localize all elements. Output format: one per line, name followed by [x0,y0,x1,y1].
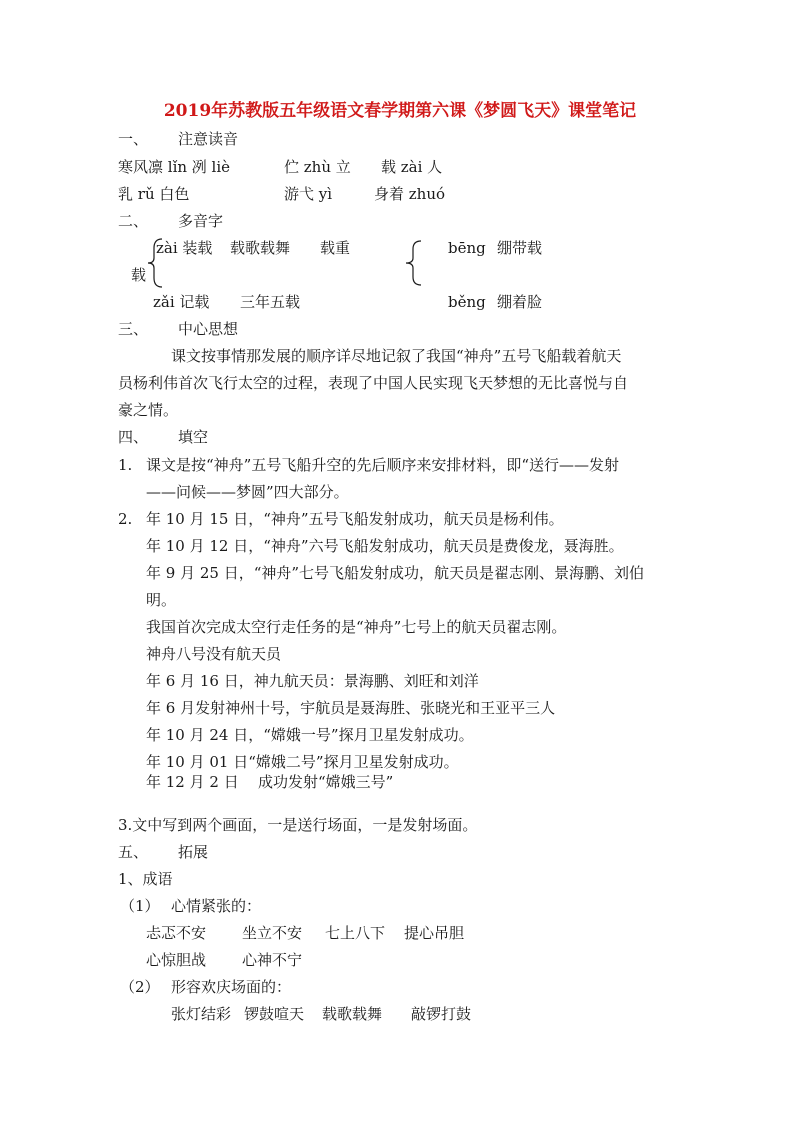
section-5-number: 五、 [118,843,149,861]
item-1-number: 1. [118,456,133,474]
polyphone-reading: zài 装载 [156,239,213,257]
group-2-number: （2） [120,978,160,996]
idiom: 七上八下 [325,924,386,942]
item-1-line: 课文是按“神舟”五号飞船升空的先后顺序来安排材料，即“送行——发射 [146,456,620,474]
idiom: 坐立不安 [242,924,303,942]
item-2-line: 成功发射“嫦娥三号” [258,773,394,791]
item-2-line: 年 9 月 25 日，“神舟”七号飞船发射成功，航天员是翟志刚、景海鹏、刘伯 [146,564,645,582]
section-4-number: 四、 [118,428,149,446]
item-1-line: ——问候——梦圆”四大部分。 [146,483,349,501]
idiom: 心惊胆战 [146,951,207,969]
item-2-number: 2. [118,510,133,528]
idiom: 张灯结彩 [171,1005,232,1023]
item-2-line: 神舟八号没有航天员 [146,645,282,663]
subheading-idioms: 1、成语 [118,870,173,888]
item-2-line: 我国首次完成太空行走任务的是“神舟”七号上的航天员翟志刚。 [146,618,567,636]
pronunciation-item: 游弋 yì [284,185,333,203]
section-1-number: 一、 [118,130,149,148]
group-1-number: （1） [120,897,160,915]
item-2-line: 年 10 月 15 日，“神舟”五号飞船发射成功，航天员是杨利伟。 [146,510,564,528]
section-4-heading: 填空 [178,428,209,446]
item-2-line: 年 12 月 2 日 [146,773,239,791]
section-1-heading: 注意读音 [178,130,239,148]
paragraph-line: 课文按事情那发展的顺序详尽地记叙了我国“神舟”五号飞船载着航天 [171,347,622,365]
item-2-line: 年 6 月发射神州十号，宇航员是聂海胜、张晓光和王亚平三人 [146,699,556,717]
polyphone-word: 绷带载 [497,239,543,257]
group-1-title: 心情紧张的： [171,897,262,915]
item-2-line: 年 6 月 16 日，神九航天员：景海鹏、刘旺和刘洋 [146,672,479,690]
idiom: 忐忑不安 [146,924,207,942]
brace-left-beng [403,240,423,286]
item-2-line: 明。 [146,591,177,609]
polyphone-word: 绷着脸 [497,293,543,311]
idiom: 心神不宁 [242,951,303,969]
idiom: 锣鼓喧天 [244,1005,305,1023]
item-2-line: 年 10 月 12 日，“神舟”六号飞船发射成功，航天员是费俊龙，聂海胜。 [146,537,624,555]
polyphone-word: 载歌载舞 [230,239,291,257]
polyphone-word: 三年五载 [240,293,301,311]
paragraph-line: 豪之情。 [118,401,179,419]
polyphone-word: 载重 [320,239,351,257]
group-2-title: 形容欢庆场面的： [171,978,292,996]
section-2-number: 二、 [118,212,149,230]
section-5-heading: 拓展 [178,843,209,861]
polyphone-reading: bēng [448,239,486,257]
polyphone-reading: zǎi 记载 [153,293,210,311]
section-3-number: 三、 [118,320,149,338]
idiom: 载歌载舞 [322,1005,383,1023]
section-3-heading: 中心思想 [178,320,239,338]
pronunciation-item: 伫 zhù 立 [284,158,351,176]
pronunciation-item: 身着 zhuó [374,185,446,203]
item-2-line: 年 10 月 01 日“嫦娥二号”探月卫星发射成功。 [146,753,459,771]
page-title: 2019年苏教版五年级语文春学期第六课《梦圆飞天》课堂笔记 [163,101,637,121]
item-3-line: 3.文中写到两个画面，一是送行场面，一是发射场面。 [118,816,478,834]
section-2-heading: 多音字 [178,212,224,230]
idiom: 敲锣打鼓 [411,1005,472,1023]
pronunciation-item: 乳 rǔ 白色 [118,185,190,203]
paragraph-line: 员杨利伟首次飞行太空的过程，表现了中国人民实现飞天梦想的无比喜悦与自 [118,374,629,392]
polyphone-char-zai: 载 [131,266,147,284]
pronunciation-item: 寒风凛 lǐn 冽 liè [118,158,231,176]
pronunciation-item: 载 zài 人 [381,158,443,176]
idiom: 提心吊胆 [404,924,465,942]
polyphone-reading: běng [448,293,486,311]
item-2-line: 年 10 月 24 日，“嫦娥一号”探月卫星发射成功。 [146,726,474,744]
